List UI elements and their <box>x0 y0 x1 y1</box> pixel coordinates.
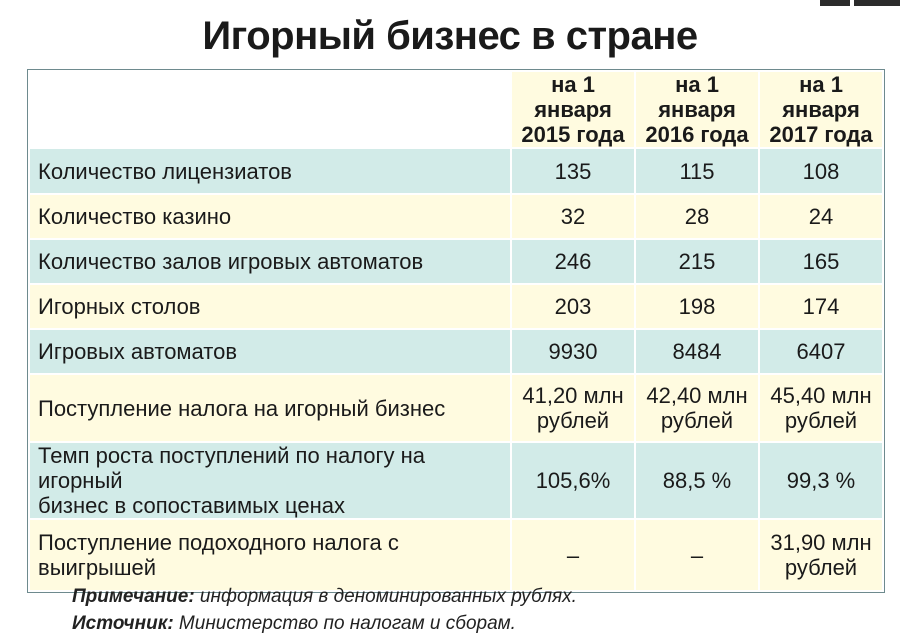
row-label-line: Игровых автоматов <box>38 339 238 364</box>
note-label: Примечание: <box>72 586 195 607</box>
note-line <box>72 583 577 610</box>
value-cell <box>759 329 883 374</box>
row-label-line: Поступление налога на игорный бизнес <box>38 395 446 421</box>
value-cell-line: рублей <box>536 408 610 433</box>
value-cell <box>759 194 883 239</box>
value-cell-line: 246 <box>554 249 592 274</box>
column-header-line: на 1 января <box>534 72 612 122</box>
value-cell-line: 99,3 % <box>786 468 856 493</box>
row-label-line: Темп роста поступлений по налогу на игорный <box>38 443 426 493</box>
value-cell <box>635 329 759 374</box>
value-cell <box>511 284 635 329</box>
value-cell <box>635 284 759 329</box>
value-cell <box>511 442 635 519</box>
value-cell-line: 135 <box>554 158 592 184</box>
table-row <box>29 374 883 442</box>
value-cell <box>511 148 635 194</box>
value-cell-line: 31,90 млн <box>770 530 872 555</box>
row-label <box>29 194 511 239</box>
value-cell-line: 215 <box>678 249 716 274</box>
value-cell-line: 41,20 млн <box>522 383 624 408</box>
value-cell-line: 32 <box>560 204 586 229</box>
value-cell <box>759 239 883 284</box>
column-header <box>759 71 883 148</box>
value-cell-line: рублей <box>660 408 734 433</box>
column-header <box>635 71 759 148</box>
value-cell-line: рублей <box>784 555 858 580</box>
page-title: Игорный бизнес в стране <box>202 14 698 58</box>
row-label <box>29 519 511 591</box>
value-cell <box>759 442 883 519</box>
note-text: информация в деноминированных рублях. <box>194 586 577 607</box>
source-line <box>72 610 577 637</box>
source-text: Министерство по налогам и сборам. <box>173 613 516 634</box>
value-cell <box>635 519 759 591</box>
value-cell <box>511 194 635 239</box>
value-cell <box>759 284 883 329</box>
column-header-line: на 1 января <box>782 72 860 122</box>
row-label-line: Количество казино <box>38 204 232 229</box>
value-cell-line: 8484 <box>672 339 722 364</box>
table-body <box>29 148 883 591</box>
value-cell-line: – <box>566 542 580 568</box>
value-cell-line: 174 <box>802 294 840 319</box>
value-cell-line: 88,5 % <box>662 468 732 493</box>
corner-decoration <box>820 0 900 6</box>
value-cell-line: рублей <box>784 408 858 433</box>
value-cell <box>759 374 883 442</box>
table-row <box>29 148 883 194</box>
value-cell-line: 42,40 млн <box>646 383 748 408</box>
value-cell-line: 45,40 млн <box>770 383 872 408</box>
column-header <box>511 71 635 148</box>
row-label <box>29 239 511 284</box>
column-header-line: на 1 января <box>658 72 736 122</box>
column-header-line: 2017 года <box>769 122 873 147</box>
value-cell <box>635 442 759 519</box>
value-cell-line: 6407 <box>796 339 846 364</box>
column-header-line: 2015 года <box>521 122 625 147</box>
value-cell <box>511 374 635 442</box>
value-cell-line: 108 <box>802 158 840 184</box>
table-row <box>29 194 883 239</box>
data-table <box>28 70 884 592</box>
table-row <box>29 284 883 329</box>
value-cell-line: 198 <box>678 294 716 319</box>
row-label <box>29 284 511 329</box>
value-cell <box>511 519 635 591</box>
row-label-line: бизнес в сопоставимых ценах <box>38 493 345 518</box>
value-cell-line: – <box>690 542 704 568</box>
row-label-line: Количество залов игровых автоматов <box>38 249 424 274</box>
value-cell <box>759 519 883 591</box>
table-header-row <box>29 71 883 148</box>
value-cell <box>511 239 635 284</box>
value-cell-line: 24 <box>808 204 834 229</box>
value-cell <box>511 329 635 374</box>
row-label <box>29 374 511 442</box>
value-cell <box>759 148 883 194</box>
value-cell-line: 28 <box>684 204 710 229</box>
table-row <box>29 442 883 519</box>
row-label <box>29 148 511 194</box>
value-cell <box>635 148 759 194</box>
table-row <box>29 519 883 591</box>
value-cell-line: 9930 <box>548 339 598 364</box>
table-row <box>29 239 883 284</box>
column-header-line: 2016 года <box>645 122 749 147</box>
value-cell-line: 105,6% <box>535 468 611 493</box>
value-cell <box>635 374 759 442</box>
table-row <box>29 329 883 374</box>
row-label-line: Количество лицензиатов <box>38 158 292 184</box>
value-cell-line: 165 <box>802 249 840 274</box>
source-label: Источник: <box>72 613 174 634</box>
value-cell-line: 203 <box>554 294 592 319</box>
value-cell <box>635 239 759 284</box>
value-cell-line: 115 <box>679 158 715 184</box>
row-label <box>29 329 511 374</box>
row-label-line: Поступление подоходного налога с выигрышей <box>38 530 399 580</box>
header-corner-cell <box>29 71 511 148</box>
footnotes <box>72 583 577 637</box>
row-label-line: Игорных столов <box>38 294 201 319</box>
row-label <box>29 442 511 519</box>
value-cell <box>635 194 759 239</box>
